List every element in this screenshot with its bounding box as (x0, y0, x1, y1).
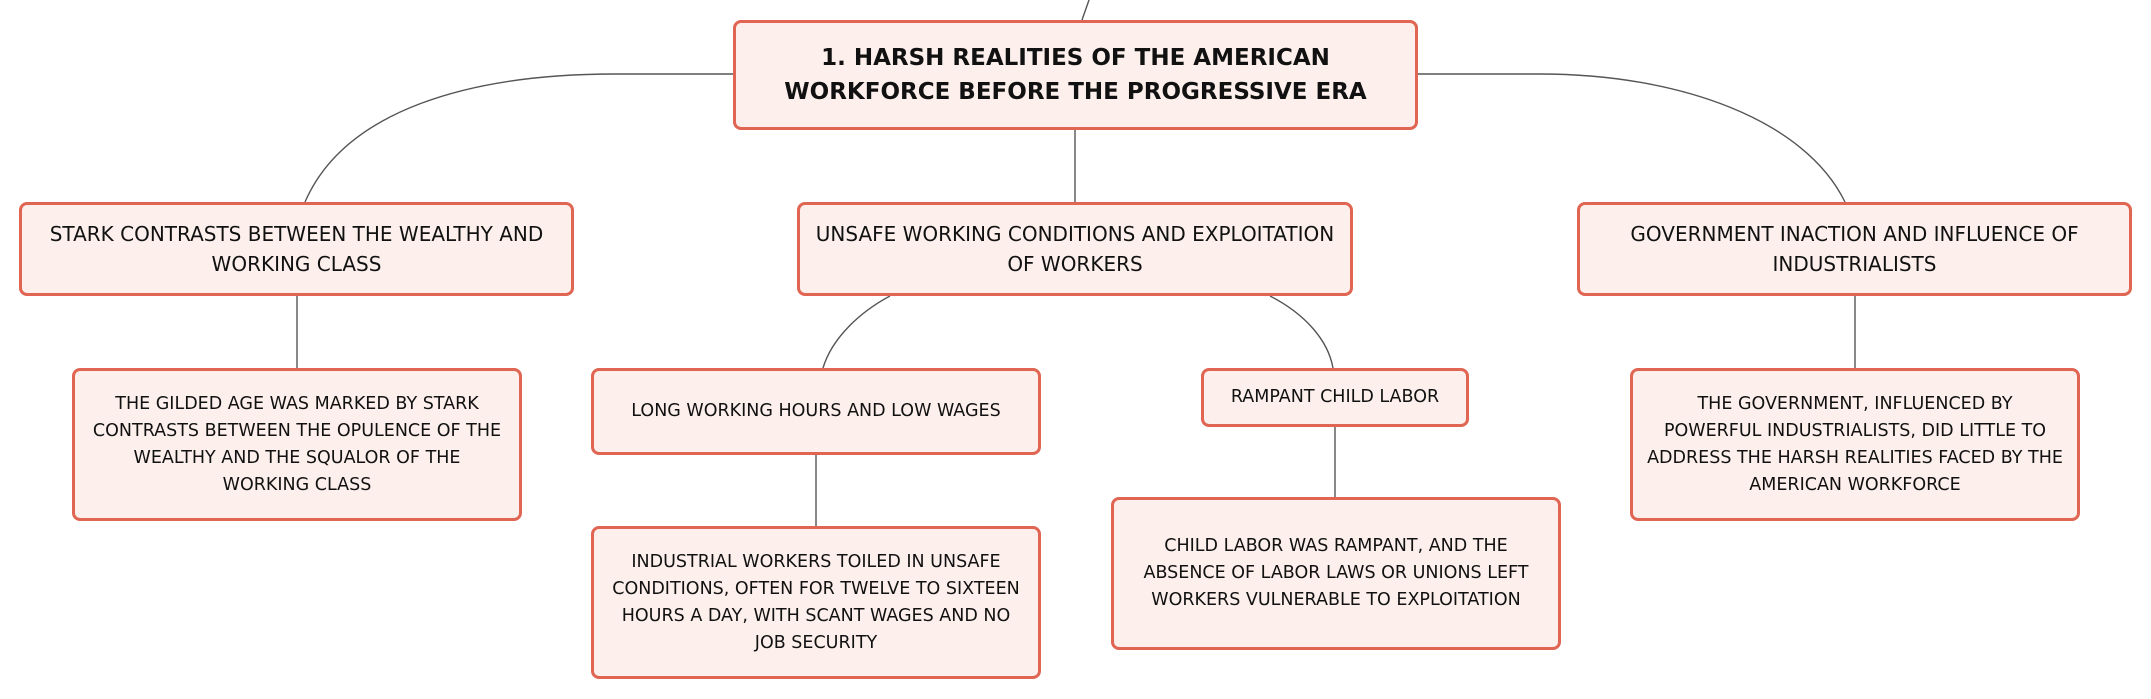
subbranch-long-hours-label: LONG WORKING HOURS AND LOW WAGES (631, 401, 1001, 421)
leaf-gilded-age[interactable] (72, 368, 522, 521)
leaf-industrial-workers-label: INDUSTRIAL WORKERS TOILED IN UNSAFE CONDITIONS, OFTEN FOR TWELVE TO SIXTEEN HOURS A DAY, WITH SCANT WAGES AND NO JOB SECURITY (612, 551, 1020, 653)
branch-unsafe-conditions-label: UNSAFE WORKING CONDITIONS AND EXPLOITATION OF WORKERS (815, 222, 1335, 276)
leaf-government-influence[interactable] (1630, 368, 2080, 521)
leaf-child-labor[interactable] (1111, 497, 1561, 650)
branch-government-inaction[interactable] (1577, 202, 2132, 296)
leaf-gilded-age-label: THE GILDED AGE WAS MARKED BY STARK CONTRASTS BETWEEN THE OPULENCE OF THE WEALTHY AND THE SQUALOR OF THE WORKING CLASS (92, 393, 502, 495)
subbranch-long-hours[interactable] (591, 368, 1041, 455)
branch-wealth-contrast[interactable] (19, 202, 574, 296)
connector-parent-stub (1082, 0, 1089, 20)
root-topic-label: 1. HARSH REALITIES OF THE AMERICAN WORKFORCE BEFORE THE PROGRESSIVE ERA (784, 45, 1367, 105)
connector-branch-2-to-subbranch-1 (823, 296, 890, 368)
root-topic[interactable] (733, 20, 1418, 130)
leaf-government-influence-label: THE GOVERNMENT, INFLUENCED BY POWERFUL INDUSTRIALISTS, DID LITTLE TO ADDRESS THE HARSH REALITIES FACED BY THE AMERICAN WORKFORCE (1647, 393, 2063, 495)
branch-wealth-contrast-label: STARK CONTRASTS BETWEEN THE WEALTHY AND WORKING CLASS (49, 222, 544, 276)
connector-branch-2-to-subbranch-2 (1270, 296, 1333, 368)
connector-root-to-branch-1 (305, 74, 733, 202)
subbranch-child-labor-label: RAMPANT CHILD LABOR (1230, 387, 1440, 407)
subbranch-child-labor[interactable] (1201, 368, 1469, 427)
connector-root-to-branch-3 (1418, 74, 1845, 202)
leaf-child-labor-label: CHILD LABOR WAS RAMPANT, AND THE ABSENCE OF LABOR LAWS OR UNIONS LEFT WORKERS VULNERABLE TO EXPLOITATION (1143, 536, 1529, 610)
branch-government-inaction-label: GOVERNMENT INACTION AND INFLUENCE OF INDUSTRIALISTS (1630, 222, 2079, 276)
branch-unsafe-conditions[interactable] (797, 202, 1353, 296)
leaf-industrial-workers[interactable] (591, 526, 1041, 679)
